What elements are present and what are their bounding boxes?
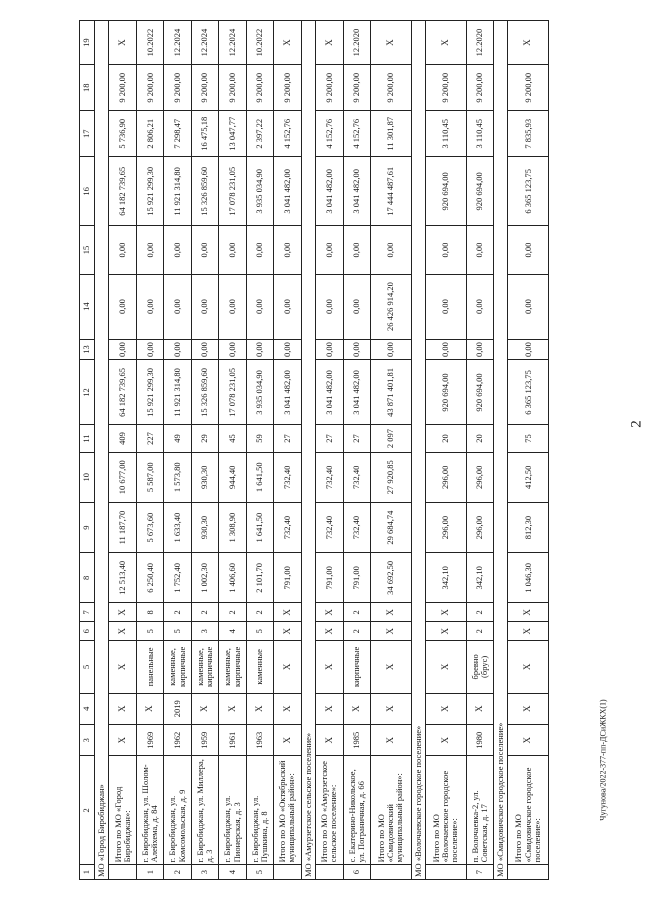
table-cell: Х xyxy=(371,724,411,755)
table-cell: 920 694,00 xyxy=(426,360,466,425)
column-number: 18 xyxy=(80,65,95,111)
column-number: 3 xyxy=(80,724,95,755)
table-cell: 920 694,00 xyxy=(466,360,493,425)
table-cell: каменные, кирпичные xyxy=(219,641,246,693)
table-cell: 8 xyxy=(136,603,163,622)
address-cell: Итого по МО «Волочаевское городское поселение»: xyxy=(426,756,466,865)
page-number: 2 xyxy=(628,420,645,428)
document-stamp: Чугунова/2022-377-пп-ДСиЖКХ(1) xyxy=(598,699,608,821)
column-number: 16 xyxy=(80,157,95,226)
column-number: 11 xyxy=(80,425,95,452)
table-cell: 7 xyxy=(466,865,493,880)
table-cell: 0,00 xyxy=(508,274,549,339)
table-cell: 732,40 xyxy=(343,452,370,502)
table-cell: 26 426 914,20 xyxy=(371,274,411,339)
table-cell: 29 xyxy=(191,425,218,452)
column-number: 9 xyxy=(80,502,95,552)
table-cell: 64 182 739,65 xyxy=(109,157,136,226)
table-cell: 12.2024 xyxy=(164,21,191,65)
table-cell: 9 200,00 xyxy=(164,65,191,111)
table-cell: 0,00 xyxy=(246,339,273,360)
table-cell: 5 673,60 xyxy=(136,502,163,552)
table-cell: 3 041 482,00 xyxy=(343,157,370,226)
address-cell: Итого по МО «Город Биробиджан»: xyxy=(109,756,136,865)
column-number: 4 xyxy=(80,693,95,724)
table-cell: 920 694,00 xyxy=(426,157,466,226)
table-cell: 3 041 482,00 xyxy=(343,360,370,425)
table-cell: 12.2020 xyxy=(466,21,493,65)
table-cell: 0,00 xyxy=(109,274,136,339)
table-cell: 7 835,93 xyxy=(508,111,549,157)
table-cell: 412,50 xyxy=(508,452,549,502)
table-cell: 4 152,76 xyxy=(316,111,343,157)
table-cell: 11 921 314,80 xyxy=(164,360,191,425)
table-cell: 5 xyxy=(246,865,273,880)
column-number: 19 xyxy=(80,21,95,65)
table-cell: 4 xyxy=(219,865,246,880)
table-cell: 0,00 xyxy=(164,226,191,274)
table-cell: 3 935 034,90 xyxy=(246,157,273,226)
table-cell: 0,00 xyxy=(343,274,370,339)
table-cell: 0,00 xyxy=(246,274,273,339)
table-cell: Х xyxy=(371,693,411,724)
table-cell: 11 921 314,80 xyxy=(164,157,191,226)
table-cell: 15 326 859,60 xyxy=(191,157,218,226)
table-cell: 11 301,87 xyxy=(371,111,411,157)
table-cell: 0,00 xyxy=(426,274,466,339)
table-cell xyxy=(316,865,343,880)
table-cell: Х xyxy=(426,641,466,693)
table-cell: 296,00 xyxy=(426,502,466,552)
table-cell: 9 200,00 xyxy=(508,65,549,111)
table-cell: 45 xyxy=(219,425,246,452)
table-cell: 20 xyxy=(466,425,493,452)
table-cell: Х xyxy=(508,622,549,641)
table-cell: Х xyxy=(426,724,466,755)
table-cell: 342,10 xyxy=(426,553,466,603)
table-cell: 17 078 231,05 xyxy=(219,157,246,226)
table-cell: 791,00 xyxy=(274,553,301,603)
table-cell: Х xyxy=(508,21,549,65)
table-cell: 2019 xyxy=(164,693,191,724)
table-cell: Х xyxy=(466,693,493,724)
address-cell: г. Биробиджан, ул. Пионерская, д. 3 xyxy=(219,756,246,865)
table-cell: Х xyxy=(274,724,301,755)
table-cell: 2 xyxy=(343,622,370,641)
table-cell: 34 692,50 xyxy=(371,553,411,603)
table-cell: 5 587,00 xyxy=(136,452,163,502)
table-cell: 2 097 xyxy=(371,425,411,452)
table-cell: 812,30 xyxy=(508,502,549,552)
table-cell: 791,00 xyxy=(343,553,370,603)
table-cell: 0,00 xyxy=(466,339,493,360)
table-cell: 5 xyxy=(164,622,191,641)
address-cell: Итого по МО «Смидовичский муниципальный район»: xyxy=(371,756,411,865)
table-cell: Х xyxy=(426,622,466,641)
table-cell: 20 xyxy=(426,425,466,452)
table-cell xyxy=(508,865,549,880)
table-cell: 0,00 xyxy=(426,339,466,360)
table-cell: 17 444 487,61 xyxy=(371,157,411,226)
table-cell: Х xyxy=(109,21,136,65)
column-number: 13 xyxy=(80,339,95,360)
table-cell: 3 110,45 xyxy=(426,111,466,157)
table-cell: 409 xyxy=(109,425,136,452)
address-cell: г. Биробиджан, ул. Шолом-Алейхема, д. 84 xyxy=(136,756,163,865)
table-cell: 15 326 859,60 xyxy=(191,360,218,425)
table-cell: Х xyxy=(343,693,370,724)
municipality-heading: МО «Смидовичское городское поселение» xyxy=(493,21,507,880)
table-cell: 17 078 231,05 xyxy=(219,360,246,425)
table-cell: Х xyxy=(508,603,549,622)
column-number: 1 xyxy=(80,865,95,880)
table-cell: 12.2024 xyxy=(191,21,218,65)
column-number: 15 xyxy=(80,226,95,274)
table-cell: 0,00 xyxy=(136,274,163,339)
table-cell: 9 200,00 xyxy=(109,65,136,111)
table-cell: 0,00 xyxy=(466,226,493,274)
table-row xyxy=(246,21,273,880)
table-cell: 10.2022 xyxy=(136,21,163,65)
table-cell: 296,00 xyxy=(466,502,493,552)
table-cell: 0,00 xyxy=(164,339,191,360)
table-cell: Х xyxy=(508,641,549,693)
table-cell: Х xyxy=(371,622,411,641)
table-cell: 0,00 xyxy=(371,339,411,360)
column-number: 12 xyxy=(80,360,95,425)
table-cell: 732,40 xyxy=(274,502,301,552)
table-cell: 0,00 xyxy=(343,339,370,360)
address-cell: п. Волочаевка-2, ул. Советская, д. 17 xyxy=(466,756,493,865)
table-cell: 0,00 xyxy=(219,339,246,360)
table-cell: 27 xyxy=(316,425,343,452)
table-cell: 10 677,00 xyxy=(109,452,136,502)
table-cell: 7 298,47 xyxy=(164,111,191,157)
table-cell: 296,00 xyxy=(426,452,466,502)
table-cell: 27 xyxy=(343,425,370,452)
table-cell: 29 684,74 xyxy=(371,502,411,552)
table-cell: 791,00 xyxy=(316,553,343,603)
table-cell: Х xyxy=(316,603,343,622)
table-cell: 5 xyxy=(136,622,163,641)
table-row xyxy=(343,21,370,880)
table-cell: 1 752,40 xyxy=(164,553,191,603)
column-number-row xyxy=(80,21,95,880)
table-cell: 12 513,40 xyxy=(109,553,136,603)
table-cell xyxy=(371,865,411,880)
table-cell: 0,00 xyxy=(109,226,136,274)
table-cell: 5 736,90 xyxy=(109,111,136,157)
table-cell: 6 xyxy=(343,865,370,880)
table-cell: Х xyxy=(508,693,549,724)
column-number: 14 xyxy=(80,274,95,339)
table-cell: 4 152,76 xyxy=(274,111,301,157)
table-cell: Х xyxy=(109,603,136,622)
municipality-heading-row xyxy=(95,21,109,880)
table-cell: Х xyxy=(371,603,411,622)
table-cell: 2 xyxy=(343,603,370,622)
table-cell: 9 200,00 xyxy=(426,65,466,111)
table-body xyxy=(80,21,549,880)
table-cell: Х xyxy=(274,693,301,724)
table-cell: 2 xyxy=(466,603,493,622)
table-cell: 1 641,50 xyxy=(246,452,273,502)
table-cell: 4 xyxy=(219,622,246,641)
table-cell: 1961 xyxy=(219,724,246,755)
table-cell: 2 397,22 xyxy=(246,111,273,157)
table-cell: 0,00 xyxy=(109,339,136,360)
table-cell: Х xyxy=(426,693,466,724)
housing-table xyxy=(79,20,549,880)
table-cell: каменные, кирпичные xyxy=(191,641,218,693)
address-cell: с. Екатерино-Никольское, ул. Пограничная, д. 66 xyxy=(343,756,370,865)
table-cell: 0,00 xyxy=(274,226,301,274)
table-cell: 9 200,00 xyxy=(274,65,301,111)
table-cell: 75 xyxy=(508,425,549,452)
table-cell: 0,00 xyxy=(316,339,343,360)
municipality-heading: МО «Город Биробиджан» xyxy=(95,21,109,880)
table-cell: 9 200,00 xyxy=(343,65,370,111)
table-cell: 3 041 482,00 xyxy=(316,157,343,226)
table-cell: 6 365 123,75 xyxy=(508,360,549,425)
table-cell: 0,00 xyxy=(191,226,218,274)
table-row xyxy=(164,21,191,880)
table-cell: 1969 xyxy=(136,724,163,755)
table-cell: 13 047,77 xyxy=(219,111,246,157)
table-cell: 2 xyxy=(219,603,246,622)
table-cell: Х xyxy=(316,622,343,641)
column-number: 10 xyxy=(80,452,95,502)
municipality-heading-row xyxy=(411,21,425,880)
table-cell: бревно (брус) xyxy=(466,641,493,693)
address-cell: г. Биробиджан, ул. Миллера, д. 3 xyxy=(191,756,218,865)
table-cell: 920 694,00 xyxy=(466,157,493,226)
table-cell: кирпичные xyxy=(343,641,370,693)
table-cell: 0,00 xyxy=(274,339,301,360)
table-cell: 59 xyxy=(246,425,273,452)
table-cell: 0,00 xyxy=(316,226,343,274)
table-cell: 342,10 xyxy=(466,553,493,603)
table-cell: 1980 xyxy=(466,724,493,755)
table-row xyxy=(426,21,466,880)
table-cell: 296,00 xyxy=(466,452,493,502)
table-cell: 1 406,60 xyxy=(219,553,246,603)
table-cell: Х xyxy=(219,693,246,724)
table-row xyxy=(508,21,549,880)
table-row xyxy=(371,21,411,880)
table-cell: 9 200,00 xyxy=(466,65,493,111)
table-row xyxy=(109,21,136,880)
table-cell: 0,00 xyxy=(136,339,163,360)
table-cell: 2 xyxy=(164,603,191,622)
table-cell xyxy=(274,865,301,880)
table-cell: Х xyxy=(274,21,301,65)
table-cell: 0,00 xyxy=(191,274,218,339)
table-cell: Х xyxy=(316,724,343,755)
column-number: 5 xyxy=(80,641,95,693)
address-cell: г. Биробиджан, ул. Пушкина, д. 8 xyxy=(246,756,273,865)
table-cell: 10.2022 xyxy=(246,21,273,65)
table-cell: 0,00 xyxy=(274,274,301,339)
table-cell: 944,40 xyxy=(219,452,246,502)
address-cell: Итого по МО «Октябрьский муниципальный район»: xyxy=(274,756,301,865)
column-number: 2 xyxy=(80,756,95,865)
table-cell: 2 806,21 xyxy=(136,111,163,157)
table-cell: 227 xyxy=(136,425,163,452)
table-cell: 1985 xyxy=(343,724,370,755)
table-cell: 2 xyxy=(164,865,191,880)
address-cell: Итого по МО «Амурзетское сельское поселение»: xyxy=(316,756,343,865)
table-cell: 0,00 xyxy=(164,274,191,339)
table-cell: 0,00 xyxy=(343,226,370,274)
table-cell: 0,00 xyxy=(508,339,549,360)
table-cell: 1 046,30 xyxy=(508,553,549,603)
table-cell: Х xyxy=(426,21,466,65)
table-cell: 732,40 xyxy=(316,452,343,502)
table-cell: 1 308,90 xyxy=(219,502,246,552)
table-cell: 15 921 299,30 xyxy=(136,360,163,425)
table-cell: 1 573,80 xyxy=(164,452,191,502)
table-cell: Х xyxy=(274,641,301,693)
column-number: 17 xyxy=(80,111,95,157)
table-cell: каменные, кирпичные xyxy=(164,641,191,693)
table-cell: 5 xyxy=(246,622,273,641)
table-cell: 1 633,40 xyxy=(164,502,191,552)
table-cell: Х xyxy=(508,724,549,755)
table-cell: 9 200,00 xyxy=(316,65,343,111)
table-cell: 2 xyxy=(246,603,273,622)
table-cell: 930,30 xyxy=(191,502,218,552)
table-row xyxy=(136,21,163,880)
table-cell: Х xyxy=(136,693,163,724)
table-cell: 49 xyxy=(164,425,191,452)
table-cell: 6 365 123,75 xyxy=(508,157,549,226)
table-cell: 16 475,18 xyxy=(191,111,218,157)
table-cell: 0,00 xyxy=(371,226,411,274)
table-cell: 1959 xyxy=(191,724,218,755)
table-cell: 0,00 xyxy=(136,226,163,274)
table-cell: Х xyxy=(109,693,136,724)
table-cell: 11 187,70 xyxy=(109,502,136,552)
table-cell: 3 041 482,00 xyxy=(316,360,343,425)
table-cell: Х xyxy=(371,21,411,65)
municipality-heading-row xyxy=(301,21,315,880)
table-row xyxy=(219,21,246,880)
table-cell: Х xyxy=(426,603,466,622)
table-cell: 1963 xyxy=(246,724,273,755)
table-cell: 0,00 xyxy=(466,274,493,339)
table-cell: 3 xyxy=(191,865,218,880)
table-cell: 0,00 xyxy=(219,226,246,274)
table-cell: Х xyxy=(316,693,343,724)
table-cell: 930,30 xyxy=(191,452,218,502)
table-cell: 9 200,00 xyxy=(219,65,246,111)
municipality-heading: МО «Волочаевское городское поселение» xyxy=(411,21,425,880)
table-cell: Х xyxy=(274,622,301,641)
table-cell: 6 250,40 xyxy=(136,553,163,603)
table-cell: панельные xyxy=(136,641,163,693)
table-cell: 2 xyxy=(466,622,493,641)
table-cell: 1962 xyxy=(164,724,191,755)
table-cell: 4 152,76 xyxy=(343,111,370,157)
table-cell: 3 xyxy=(191,622,218,641)
table-row xyxy=(191,21,218,880)
table-cell: 27 920,85 xyxy=(371,452,411,502)
table-cell: 0,00 xyxy=(426,226,466,274)
table-cell: 1 002,30 xyxy=(191,553,218,603)
table-cell: 1 xyxy=(136,865,163,880)
table-cell: 27 xyxy=(274,425,301,452)
table-cell: 3 041 482,00 xyxy=(274,157,301,226)
table-cell xyxy=(426,865,466,880)
table-cell: 3 110,45 xyxy=(466,111,493,157)
table-cell: 2 101,70 xyxy=(246,553,273,603)
table-cell xyxy=(109,865,136,880)
rotated-sheet xyxy=(79,20,549,880)
table-cell: 0,00 xyxy=(219,274,246,339)
table-cell: 15 921 299,30 xyxy=(136,157,163,226)
table-cell: Х xyxy=(109,622,136,641)
table-cell: каменные xyxy=(246,641,273,693)
table-cell: Х xyxy=(274,603,301,622)
address-cell: г. Биробиджан, ул. Комсомольская, д. 9 xyxy=(164,756,191,865)
table-cell: Х xyxy=(316,641,343,693)
table-cell: 9 200,00 xyxy=(191,65,218,111)
table-cell: 0,00 xyxy=(191,339,218,360)
table-row xyxy=(274,21,301,880)
table-cell: Х xyxy=(246,693,273,724)
table-cell: 0,00 xyxy=(316,274,343,339)
table-cell: 3 935 034,90 xyxy=(246,360,273,425)
table-cell: 2 xyxy=(191,603,218,622)
table-cell: 12.2020 xyxy=(343,21,370,65)
column-number: 7 xyxy=(80,603,95,622)
municipality-heading-row xyxy=(493,21,507,880)
table-cell: 732,40 xyxy=(316,502,343,552)
table-row xyxy=(466,21,493,880)
table-cell: Х xyxy=(191,693,218,724)
table-cell: 43 871 401,81 xyxy=(371,360,411,425)
table-cell: 9 200,00 xyxy=(136,65,163,111)
table-cell: 3 041 482,00 xyxy=(274,360,301,425)
table-cell: Х xyxy=(371,641,411,693)
table-cell: 732,40 xyxy=(274,452,301,502)
table-cell: Х xyxy=(316,21,343,65)
table-cell: Х xyxy=(109,641,136,693)
table-cell: 12.2024 xyxy=(219,21,246,65)
column-number: 8 xyxy=(80,553,95,603)
municipality-heading: МО «Амурзетское сельское поселение» xyxy=(301,21,315,880)
table-cell: 732,40 xyxy=(343,502,370,552)
column-number: 6 xyxy=(80,622,95,641)
table-cell: 9 200,00 xyxy=(371,65,411,111)
table-cell: 1 641,50 xyxy=(246,502,273,552)
table-cell: 9 200,00 xyxy=(246,65,273,111)
table-cell: 0,00 xyxy=(508,226,549,274)
table-cell: 0,00 xyxy=(246,226,273,274)
table-cell: Х xyxy=(109,724,136,755)
address-cell: Итого по МО «Смидовичское городское поселение»: xyxy=(508,756,549,865)
table-cell: 64 182 739,65 xyxy=(109,360,136,425)
table-row xyxy=(316,21,343,880)
